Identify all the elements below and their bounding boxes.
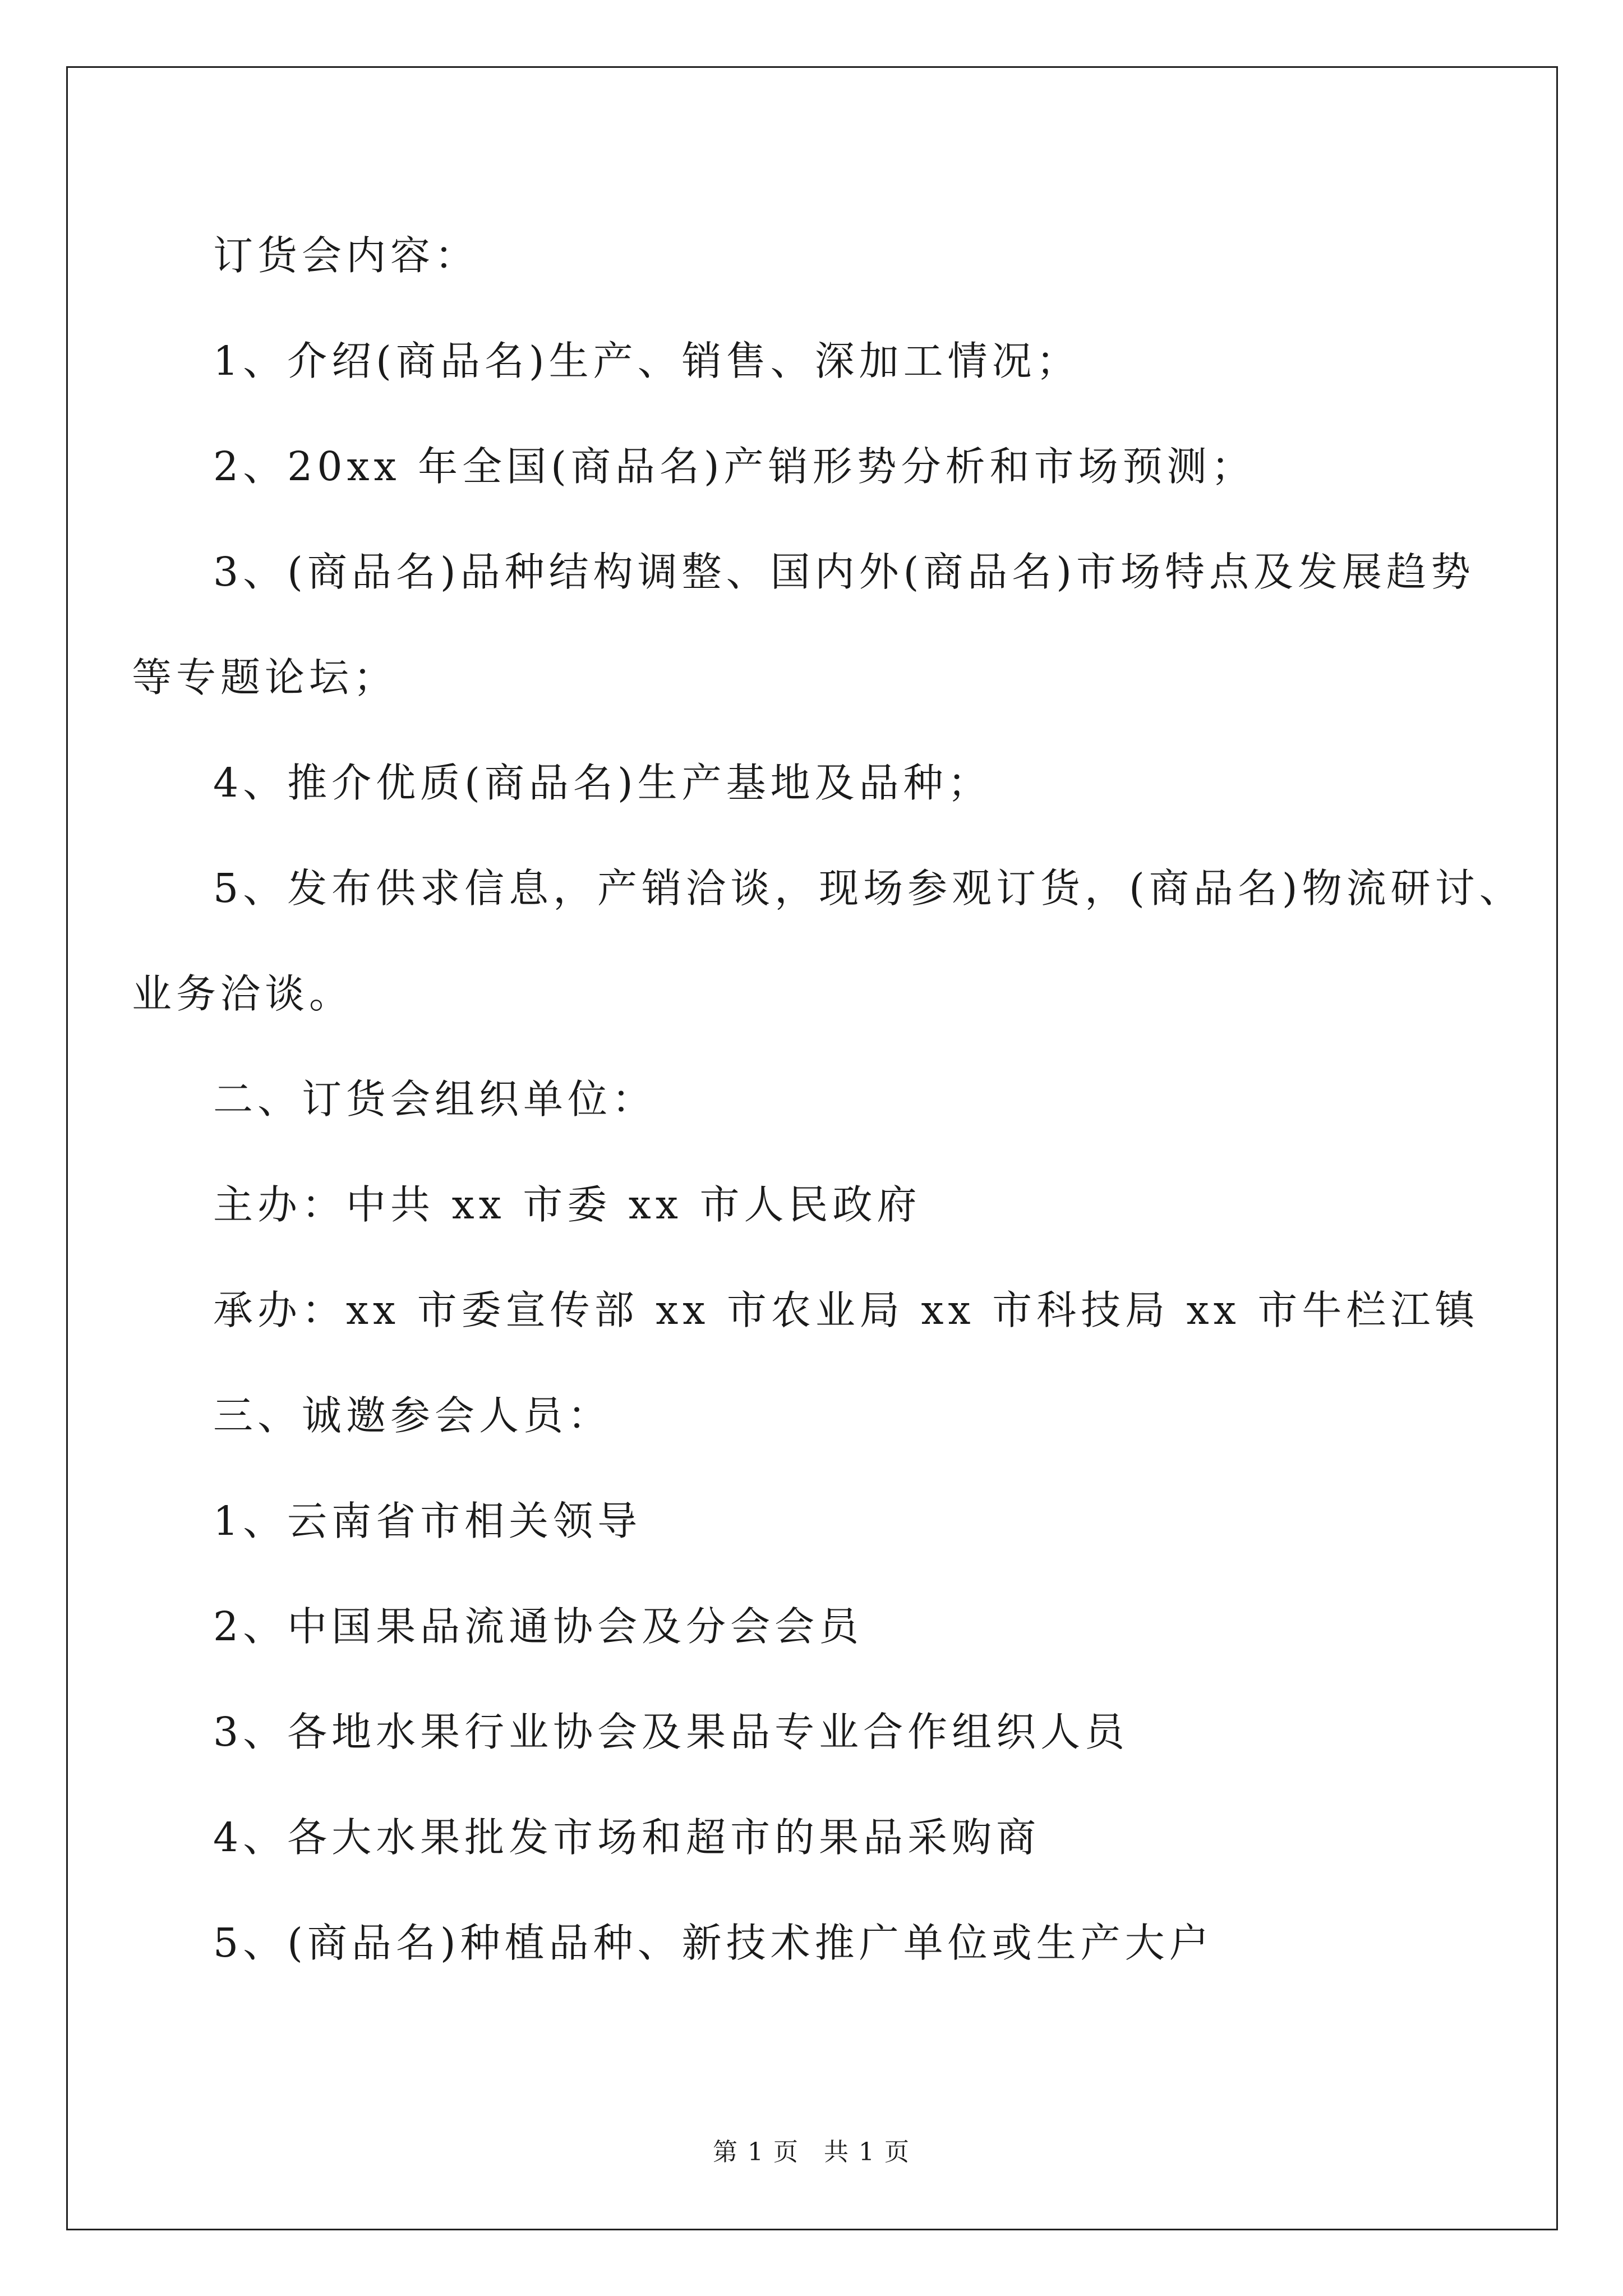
section-heading-organizers: 二、订货会组织单位： bbox=[213, 1076, 657, 1122]
list-item: 3、(商品名)品种结构调整、国内外(商品名)市场特点及发展趋势 bbox=[213, 549, 1475, 595]
list-item-continuation: 等专题论坛； bbox=[132, 654, 398, 701]
page-number-current: 第 1 页 bbox=[713, 2138, 799, 2166]
list-item: 5、(商品名)种植品种、新技术推广单位或生产大户 bbox=[213, 1920, 1214, 1966]
list-item-continuation: 业务洽谈。 bbox=[132, 970, 354, 1017]
organizer-line: 承办：xx 市委宣传部 xx 市农业局 xx 市科技局 xx 市牛栏江镇 bbox=[213, 1287, 1479, 1333]
section-heading-attendees: 三、诚邀参会人员： bbox=[213, 1392, 612, 1439]
list-item: 5、发布供求信息，产销洽谈，现场参观订货，(商品名)物流研讨、 bbox=[213, 865, 1524, 912]
list-item: 4、推介优质(商品名)生产基地及品种； bbox=[213, 760, 992, 806]
list-item: 1、云南省市相关领导 bbox=[213, 1498, 642, 1544]
page-footer bbox=[0, 2132, 1623, 2168]
section-heading-content: 订货会内容： bbox=[213, 232, 479, 279]
page-border bbox=[66, 66, 1558, 2230]
list-item: 4、各大水果批发市场和超市的果品采购商 bbox=[213, 1814, 1041, 1861]
host-line: 主办：中共 xx 市委 xx 市人民政府 bbox=[213, 1181, 921, 1228]
list-item: 2、20xx 年全国(商品名)产销形势分析和市场预测； bbox=[213, 443, 1256, 490]
list-item: 1、介绍(商品名)生产、销售、深加工情况； bbox=[213, 338, 1081, 384]
list-item: 2、中国果品流通协会及分会会员 bbox=[213, 1603, 864, 1650]
list-item: 3、各地水果行业协会及果品专业合作组织人员 bbox=[213, 1709, 1129, 1755]
page-number-total: 共 1 页 bbox=[824, 2138, 910, 2166]
